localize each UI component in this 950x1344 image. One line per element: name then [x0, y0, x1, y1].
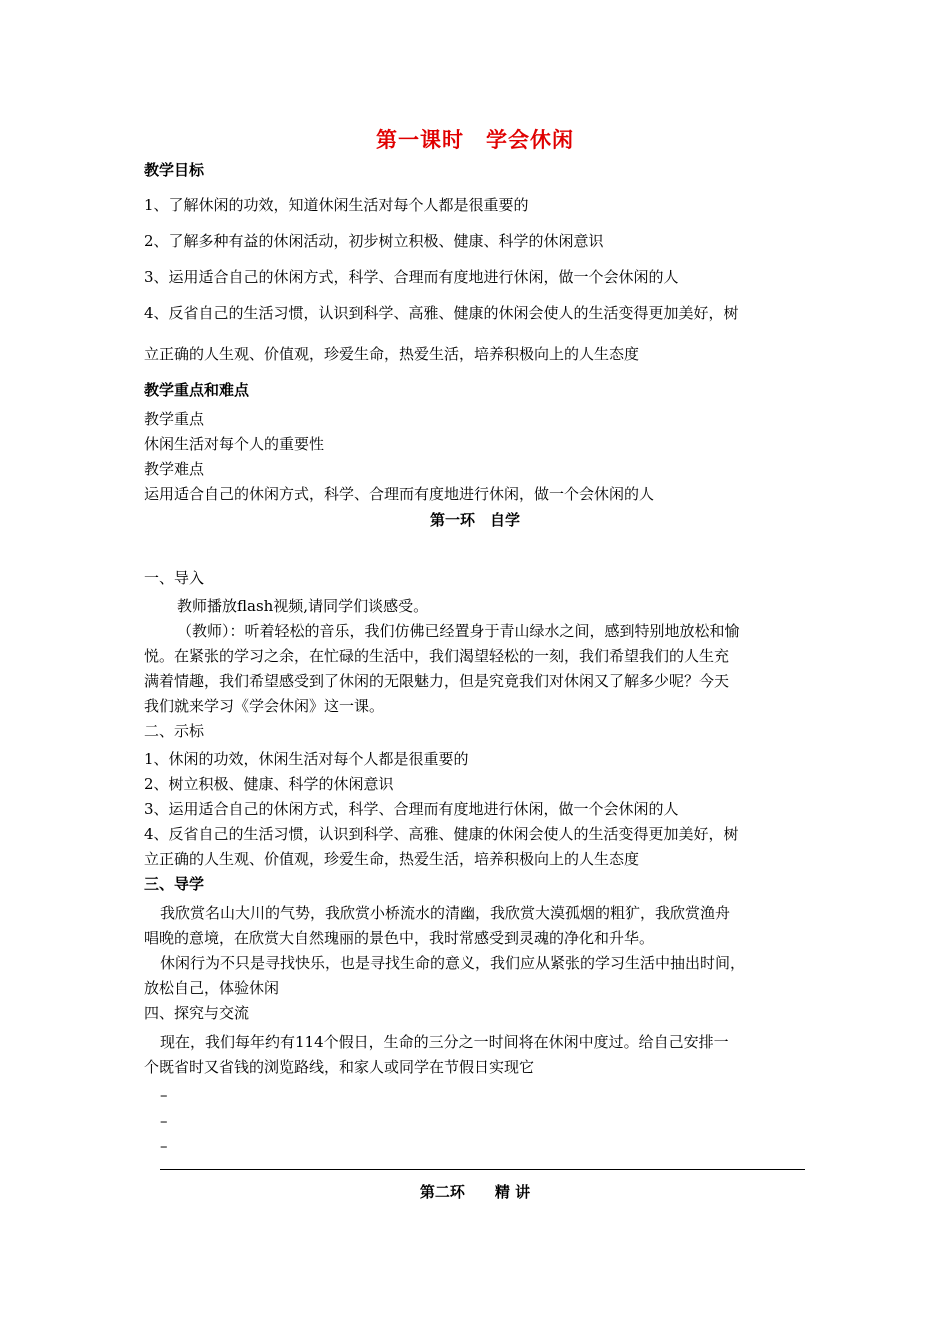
goal-item: 1、休闲的功效，休闲生活对每个人都是很重要的: [144, 750, 469, 768]
intro-line: 我们就来学习《学会休闲》这一课。: [144, 697, 385, 715]
goal-item-continued: 立正确的人生观、价值观，珍爱生命，热爱生活，培养积极向上的人生态度: [144, 850, 640, 868]
guide-line: 唱晚的意境，在欣赏大自然瑰丽的景色中，我时常感受到灵魂的净化和升华。: [144, 929, 655, 947]
key-point-line: 休闲生活对每个人的重要性: [144, 435, 325, 453]
explore-heading: 四、探究与交流: [144, 1004, 250, 1022]
objective-item: 4、反省自己的生活习惯，认识到科学、高雅、健康的休闲会使人的生活变得更加美好，树: [144, 304, 739, 322]
guide-line: 我欣赏名山大川的气势，我欣赏小桥流水的清幽，我欣赏大漠孤烟的粗犷，我欣赏渔舟: [160, 904, 731, 922]
objective-item-continued: 立正确的人生观、价值观，珍爱生命，热爱生活，培养积极向上的人生态度: [144, 345, 640, 363]
explore-line: 个既省时又省钱的浏览路线，和家人或同学在节假日实现它: [144, 1058, 535, 1076]
goal-item: 4、反省自己的生活习惯，认识到科学、高雅、健康的休闲会使人的生活变得更加美好，树: [144, 825, 739, 843]
objective-item: 2、了解多种有益的休闲活动，初步树立积极、健康、科学的休闲意识: [144, 232, 604, 250]
guide-line: 放松自己，体验休闲: [144, 979, 280, 997]
objectives-heading: 教学目标: [144, 161, 205, 179]
goal-item: 2、树立积极、健康、科学的休闲意识: [144, 775, 394, 793]
blank-dash: –: [160, 1137, 168, 1155]
guide-line: 休闲行为不只是寻找快乐，也是寻找生命的意义，我们应从紧张的学习生活中抽出时间，: [160, 954, 746, 972]
key-point-line: 运用适合自己的休闲方式，科学、合理而有度地进行休闲，做一个会休闲的人: [144, 485, 655, 503]
goal-item: 3、运用适合自己的休闲方式，科学、合理而有度地进行休闲，做一个会休闲的人: [144, 800, 679, 818]
blank-dash: –: [160, 1086, 168, 1104]
intro-line: 悦。在紧张的学习之余，在忙碌的生活中，我们渴望轻松的一刻，我们希望我们的人生充: [144, 647, 730, 665]
guide-heading: 三、导学: [144, 875, 205, 893]
goals-heading: 二、示标: [144, 722, 205, 740]
key-points-heading: 教学重点和难点: [144, 381, 250, 399]
intro-heading: 一、导入: [144, 569, 205, 587]
key-point-line: 教学难点: [144, 460, 205, 478]
key-point-line: 教学重点: [144, 410, 205, 428]
intro-line: 教师播放flash视频,请同学们谈感受。: [177, 597, 429, 615]
divider-line: [160, 1169, 805, 1170]
section2-heading: 第二环 精 讲: [419, 1183, 531, 1201]
explore-line: 现在，我们每年约有114个假日，生命的三分之一时间将在休闲中度过。给自己安排一: [160, 1033, 729, 1051]
intro-line: （教师）：听着轻松的音乐，我们仿佛已经置身于青山绿水之间，感到特别地放松和愉: [177, 622, 740, 640]
blank-dash: –: [160, 1112, 168, 1130]
objective-item: 3、运用适合自己的休闲方式，科学、合理而有度地进行休闲，做一个会休闲的人: [144, 268, 679, 286]
section1-heading: 第一环 自学: [429, 511, 520, 529]
page-title: 第一课时 学会休闲: [376, 127, 574, 152]
intro-line: 满着情趣，我们希望感受到了休闲的无限魅力，但是究竟我们对休闲又了解多少呢？今天: [144, 672, 730, 690]
objective-item: 1、了解休闲的功效，知道休闲生活对每个人都是很重要的: [144, 196, 529, 214]
